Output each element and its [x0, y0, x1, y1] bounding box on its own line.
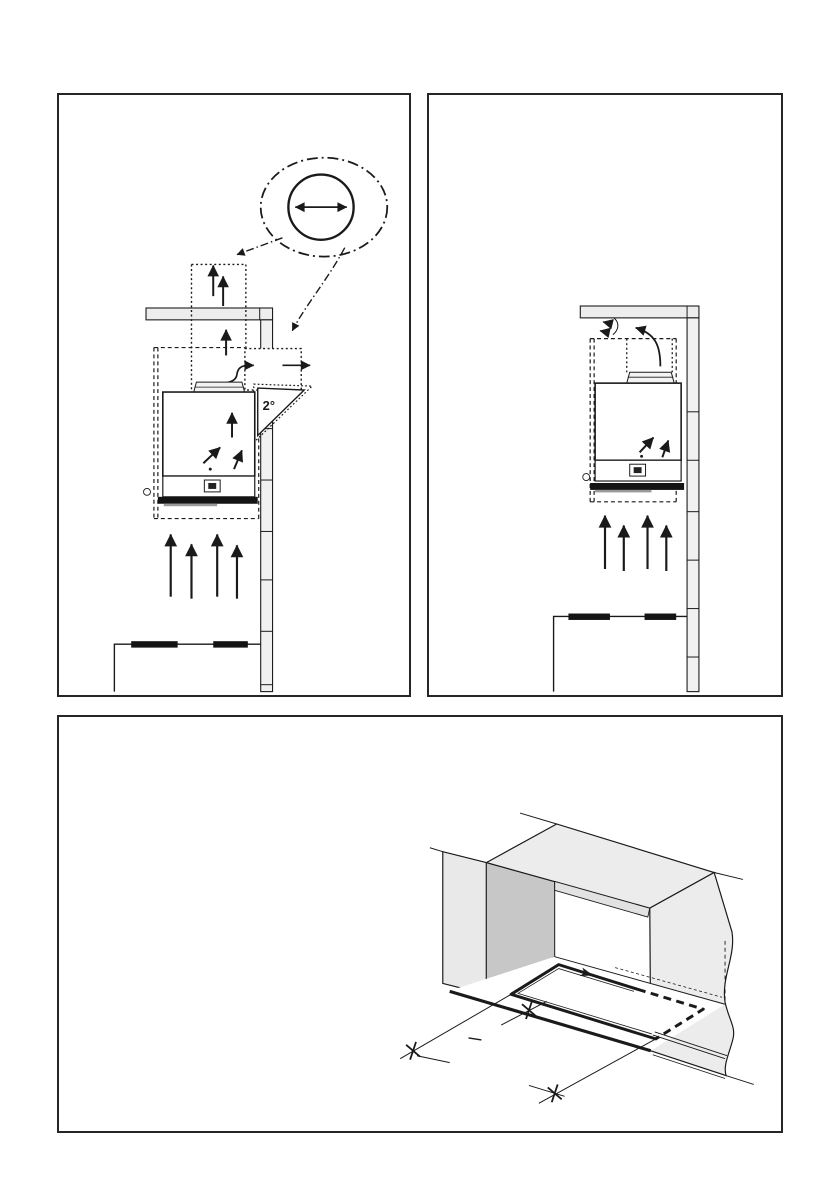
- tiled-wall-strip: [687, 318, 699, 692]
- recirculation-diagram: [429, 95, 781, 695]
- wall-shelf: [146, 308, 273, 320]
- latch: [204, 480, 220, 492]
- exhaust-curve-arrow: [636, 328, 661, 367]
- cabinet-right-wall-torn-edge: [650, 872, 754, 1084]
- bottom-visor: [158, 497, 258, 504]
- cabinet-left-wall: [430, 848, 486, 995]
- cooktop-burners: [645, 614, 677, 620]
- panel-recirculation: [427, 93, 783, 697]
- panel-ducted-exhaust: [57, 93, 411, 697]
- panel-cabinet-cutout: [57, 715, 783, 1133]
- cooktop: [114, 641, 260, 691]
- duct-diameter-detail-balloon: [237, 158, 387, 331]
- cooktop: [554, 614, 687, 692]
- hood-body: [144, 382, 258, 506]
- cooktop-burners: [213, 641, 248, 647]
- cabinet-cutout-isometric-diagram: [59, 717, 781, 1131]
- rising-heat-arrows: [605, 516, 666, 571]
- ducted-exhaust-diagram: [59, 95, 409, 695]
- leader-arrow-to-outlet: [292, 248, 344, 331]
- air-dispersal-chevrons: [600, 318, 618, 335]
- bottom-visor: [590, 483, 684, 490]
- latch: [630, 464, 646, 476]
- screw-hole: [144, 488, 151, 495]
- cooktop-burners: [131, 641, 177, 647]
- leader-arrow-to-duct: [237, 238, 282, 255]
- slope-wedge: [254, 384, 312, 442]
- duct-collar: [627, 372, 674, 383]
- screw-hole: [583, 474, 590, 481]
- rising-heat-arrows: [171, 534, 237, 598]
- wall-shelf: [580, 306, 699, 318]
- hood-body: [583, 372, 684, 492]
- dimension-dash-mark: [469, 1038, 482, 1040]
- cooktop-burners: [568, 614, 610, 620]
- slope-angle-label: 2°: [262, 397, 275, 413]
